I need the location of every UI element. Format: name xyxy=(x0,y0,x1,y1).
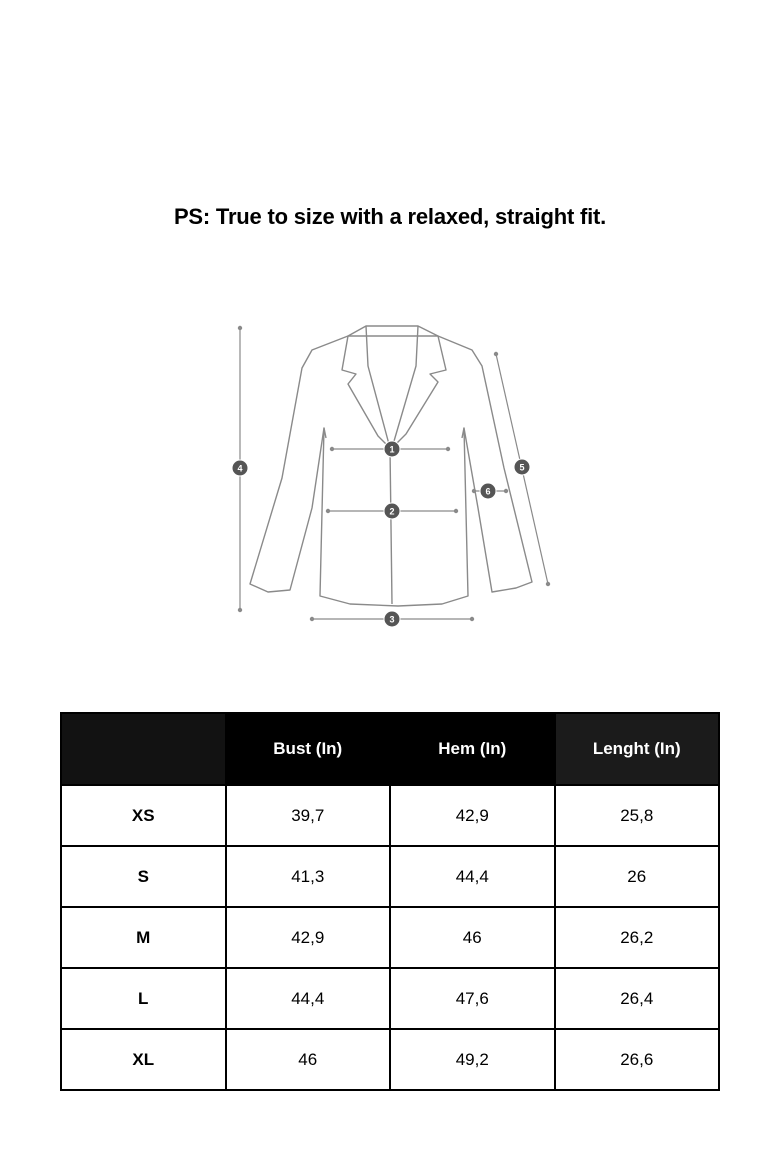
marker-1 xyxy=(384,441,400,457)
size-cell: XS xyxy=(61,785,226,846)
marker-6 xyxy=(480,483,496,499)
svg-text:1: 1 xyxy=(389,444,395,455)
marker-3 xyxy=(384,611,400,627)
table-row xyxy=(61,968,719,1029)
hem-cell: 44,4 xyxy=(390,846,555,907)
size-cell: S xyxy=(61,846,226,907)
svg-text:6: 6 xyxy=(485,486,491,497)
hem-cell: 47,6 xyxy=(390,968,555,1029)
size-cell: L xyxy=(61,968,226,1029)
bust-cell: 39,7 xyxy=(226,785,391,846)
marker-2 xyxy=(384,503,400,519)
table-row xyxy=(61,907,719,968)
bust-cell: 44,4 xyxy=(226,968,391,1029)
jacket-measurement-diagram xyxy=(220,318,560,638)
table-header-row xyxy=(61,713,719,785)
header-length: Lenght (In) xyxy=(555,713,720,785)
length-cell: 26,6 xyxy=(555,1029,720,1090)
table-row xyxy=(61,846,719,907)
header-corner-cell xyxy=(61,713,226,785)
table-row xyxy=(61,785,719,846)
marker-5 xyxy=(514,459,530,475)
measurement-markers xyxy=(232,441,530,627)
svg-text:2: 2 xyxy=(389,506,395,517)
header-bust: Bust (In) xyxy=(226,713,391,785)
marker-4 xyxy=(232,460,248,476)
header-hem: Hem (In) xyxy=(390,713,555,785)
size-cell: XL xyxy=(61,1029,226,1090)
measurement-lines xyxy=(238,326,549,620)
fit-note-headline: PS: True to size with a relaxed, straight fit. xyxy=(173,204,607,229)
length-cell: 26,2 xyxy=(555,907,720,968)
hem-cell: 46 xyxy=(390,907,555,968)
table-row xyxy=(61,1029,719,1090)
size-cell: M xyxy=(61,907,226,968)
bust-cell: 42,9 xyxy=(226,907,391,968)
length-cell: 25,8 xyxy=(555,785,720,846)
svg-text:3: 3 xyxy=(389,614,395,625)
svg-text:5: 5 xyxy=(519,462,525,473)
svg-text:4: 4 xyxy=(237,463,243,474)
bust-cell: 46 xyxy=(226,1029,391,1090)
size-chart-table xyxy=(60,712,720,1091)
jacket-outline xyxy=(250,326,532,606)
length-cell: 26 xyxy=(555,846,720,907)
length-cell: 26,4 xyxy=(555,968,720,1029)
jacket-illustration xyxy=(220,318,560,638)
hem-cell: 49,2 xyxy=(390,1029,555,1090)
bust-cell: 41,3 xyxy=(226,846,391,907)
hem-cell: 42,9 xyxy=(390,785,555,846)
